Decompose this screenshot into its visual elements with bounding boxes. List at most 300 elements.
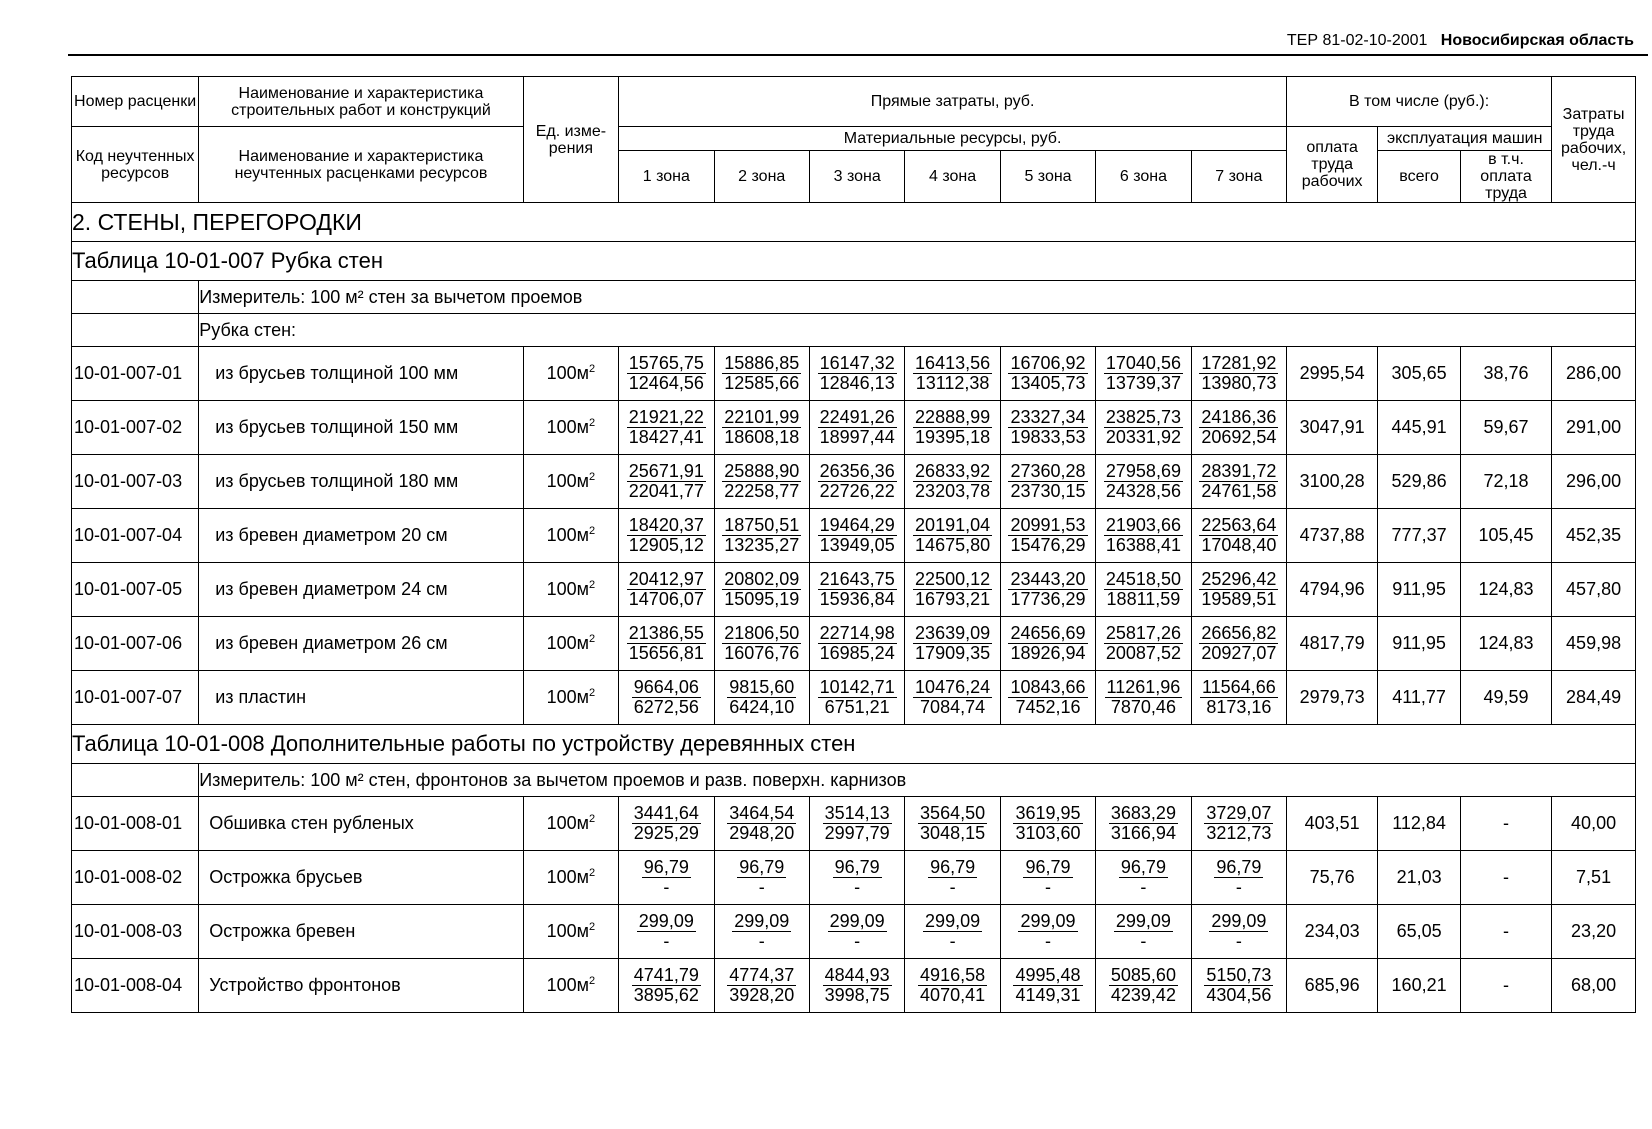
direct-cost: 23825,73: [1105, 407, 1181, 427]
unit-superscript: 2: [589, 633, 596, 645]
material-cost: 12846,13: [819, 373, 895, 393]
material-cost: 7084,74: [920, 697, 986, 717]
zone-5-cost: [1000, 509, 1095, 563]
zone-7-cost: [1191, 347, 1286, 401]
material-cost: 12905,12: [628, 535, 704, 555]
table-row: [72, 797, 1636, 851]
direct-cost: 4916,58: [920, 965, 986, 985]
direct-cost: 16413,56: [915, 353, 991, 373]
zone-4-cost: [905, 959, 1000, 1013]
unit-text: 100м: [546, 867, 590, 887]
machines-labor: 49,59: [1460, 671, 1551, 725]
machines-total: 160,21: [1378, 959, 1461, 1013]
unit-text: 100м: [546, 471, 590, 491]
direct-cost: 20191,04: [915, 515, 991, 535]
zone-2-cost: [714, 851, 809, 905]
direct-cost: 21903,66: [1105, 515, 1181, 535]
unit-superscript: 2: [589, 867, 596, 879]
material-cost: 16985,24: [819, 643, 895, 663]
machines-labor: -: [1460, 905, 1551, 959]
direct-cost: 21386,55: [628, 623, 704, 643]
material-cost: 2925,29: [633, 823, 699, 843]
material-cost: 22041,77: [628, 481, 704, 501]
zone-1-cost: [619, 905, 714, 959]
direct-cost: 16706,92: [1010, 353, 1086, 373]
header-machines-labor: в т.ч. оплата труда: [1460, 151, 1551, 203]
direct-cost: 3464,54: [729, 803, 795, 823]
material-cost: 20927,07: [1201, 643, 1277, 663]
direct-cost: 10843,66: [1010, 677, 1086, 697]
work-name: из бревен диаметром 20 см: [199, 509, 523, 563]
material-cost: 16076,76: [724, 643, 800, 663]
machines-total: 112,84: [1378, 797, 1461, 851]
direct-cost: 4774,37: [729, 965, 795, 985]
table-row: [72, 401, 1636, 455]
direct-cost: 17281,92: [1201, 353, 1277, 373]
zone-1-cost: [619, 509, 714, 563]
zone-4-cost: [905, 671, 1000, 725]
direct-cost: 20991,53: [1010, 515, 1086, 535]
table2-title: Таблица 10-01-008 Дополнительные работы по устройству деревянных стен: [72, 725, 1636, 764]
material-cost: 13112,38: [915, 373, 990, 393]
labor-pay: 3100,28: [1287, 455, 1378, 509]
zone-5-cost: [1000, 851, 1095, 905]
unit-superscript: 2: [589, 813, 596, 825]
header-unit: Ед. изме-рения: [523, 77, 618, 203]
material-cost: -: [1045, 931, 1051, 951]
header-zone-2: 2 зона: [714, 151, 809, 203]
table-row: [72, 905, 1636, 959]
zone-2-cost: [714, 905, 809, 959]
zone-1-cost: [619, 563, 714, 617]
work-name: из пластин: [199, 671, 523, 725]
unit-superscript: 2: [589, 417, 596, 429]
zone-6-cost: [1096, 851, 1191, 905]
zone-1-cost: [619, 347, 714, 401]
machines-labor: -: [1460, 851, 1551, 905]
unit-text: 100м: [546, 975, 590, 995]
direct-cost: 25296,42: [1201, 569, 1277, 589]
zone-6-cost: [1096, 617, 1191, 671]
zone-7-cost: [1191, 509, 1286, 563]
zone-5-cost: [1000, 905, 1095, 959]
zone-7-cost: [1191, 401, 1286, 455]
direct-cost: 23327,34: [1010, 407, 1086, 427]
rate-code: 10-01-007-04: [72, 509, 199, 563]
work-name: из брусьев толщиной 150 мм: [199, 401, 523, 455]
material-cost: 14706,07: [628, 589, 704, 609]
material-cost: 15095,19: [724, 589, 800, 609]
material-cost: 16388,41: [1105, 535, 1181, 555]
header-machines-total: всего: [1378, 151, 1461, 203]
material-cost: 3103,60: [1015, 823, 1081, 843]
unit-cell: [523, 617, 618, 671]
direct-cost: 299,09: [1020, 911, 1076, 931]
zone-2-cost: [714, 671, 809, 725]
direct-cost: 20802,09: [724, 569, 800, 589]
labor-hours: 284,49: [1552, 671, 1636, 725]
table-row: [72, 347, 1636, 401]
zone-3-cost: [809, 401, 904, 455]
direct-cost: 4844,93: [824, 965, 890, 985]
header-direct-costs: Прямые затраты, руб.: [619, 77, 1287, 127]
material-cost: 19589,51: [1201, 589, 1277, 609]
direct-cost: 25817,26: [1105, 623, 1181, 643]
unit-cell: [523, 797, 618, 851]
direct-cost: 24656,69: [1010, 623, 1086, 643]
zone-7-cost: [1191, 851, 1286, 905]
material-cost: -: [1235, 877, 1242, 897]
header-labor-pay: оплата труда рабочих: [1287, 127, 1378, 203]
zone-6-cost: [1096, 797, 1191, 851]
material-cost: 23730,15: [1010, 481, 1086, 501]
unit-text: 100м: [546, 525, 590, 545]
header-work-name: Наименование и характеристика строительных работ и конструкций: [199, 77, 523, 127]
zone-7-cost: [1191, 671, 1286, 725]
direct-cost: 11564,66: [1201, 677, 1276, 697]
work-name: Острожка бревен: [199, 905, 523, 959]
zone-1-cost: [619, 797, 714, 851]
table2-measure: Измеритель: 100 м² стен, фронтонов за вычетом проемов и разв. поверхн. карнизов: [199, 764, 1636, 797]
machines-total: 911,95: [1378, 563, 1461, 617]
zone-2-cost: [714, 455, 809, 509]
zone-6-cost: [1096, 455, 1191, 509]
unit-superscript: 2: [589, 579, 596, 591]
direct-cost: 26356,36: [819, 461, 895, 481]
zone-5-cost: [1000, 959, 1095, 1013]
header-material-resources: Материальные ресурсы, руб.: [619, 127, 1287, 151]
material-cost: 2997,79: [824, 823, 890, 843]
rate-code: 10-01-008-03: [72, 905, 199, 959]
zone-3-cost: [809, 797, 904, 851]
direct-cost: 27958,69: [1105, 461, 1181, 481]
direct-cost: 4995,48: [1015, 965, 1081, 985]
direct-cost: 3441,64: [633, 803, 699, 823]
material-cost: 18427,41: [628, 427, 704, 447]
direct-cost: 3729,07: [1206, 803, 1272, 823]
labor-hours: 40,00: [1552, 797, 1636, 851]
zone-3-cost: [809, 347, 904, 401]
labor-pay: 2979,73: [1287, 671, 1378, 725]
material-cost: 3048,15: [920, 823, 986, 843]
header-resource-name: Наименование и характеристика неучтенных расценками ресурсов: [199, 127, 523, 203]
direct-cost: 96,79: [930, 857, 976, 877]
direct-cost: 21806,50: [724, 623, 800, 643]
labor-hours: 68,00: [1552, 959, 1636, 1013]
direct-cost: 5150,73: [1206, 965, 1272, 985]
table1-subheading: Рубка стен:: [199, 314, 1636, 347]
zone-4-cost: [905, 347, 1000, 401]
direct-cost: 17040,56: [1105, 353, 1181, 373]
zone-6-cost: [1096, 563, 1191, 617]
material-cost: 17909,35: [915, 643, 991, 663]
zone-3-cost: [809, 905, 904, 959]
zone-7-cost: [1191, 905, 1286, 959]
table1-title: Таблица 10-01-007 Рубка стен: [72, 242, 1636, 281]
region-name: Новосибирская область: [1440, 32, 1634, 49]
zone-3-cost: [809, 455, 904, 509]
header-zone-7: 7 зона: [1191, 151, 1286, 203]
unit-superscript: 2: [589, 363, 596, 375]
direct-cost: 26656,82: [1201, 623, 1277, 643]
material-cost: 2948,20: [729, 823, 795, 843]
direct-cost: 3683,29: [1110, 803, 1176, 823]
zone-4-cost: [905, 509, 1000, 563]
material-cost: 6272,56: [633, 697, 699, 717]
work-name: из бревен диаметром 24 см: [199, 563, 523, 617]
standard-code: ТЕР 81-02-10-2001: [1286, 32, 1428, 49]
machines-total: 445,91: [1378, 401, 1461, 455]
labor-pay: 3047,91: [1287, 401, 1378, 455]
zone-3-cost: [809, 617, 904, 671]
zone-5-cost: [1000, 617, 1095, 671]
direct-cost: 22500,12: [915, 569, 991, 589]
material-cost: 22726,22: [819, 481, 895, 501]
material-cost: -: [949, 877, 956, 897]
material-cost: 18811,59: [1106, 589, 1181, 609]
table1-measure-blank: [72, 281, 199, 314]
zone-7-cost: [1191, 455, 1286, 509]
labor-pay: 4794,96: [1287, 563, 1378, 617]
zone-6-cost: [1096, 671, 1191, 725]
labor-pay: 75,76: [1287, 851, 1378, 905]
machines-labor: 38,76: [1460, 347, 1551, 401]
zone-6-cost: [1096, 905, 1191, 959]
rate-code: 10-01-007-06: [72, 617, 199, 671]
material-cost: -: [854, 931, 861, 951]
material-cost: 6751,21: [824, 697, 890, 717]
rate-code: 10-01-007-03: [72, 455, 199, 509]
material-cost: -: [1140, 877, 1147, 897]
material-cost: 13980,73: [1201, 373, 1277, 393]
machines-total: 21,03: [1378, 851, 1461, 905]
material-cost: 3895,62: [633, 985, 699, 1005]
table-row: [72, 617, 1636, 671]
unit-text: 100м: [546, 363, 590, 383]
zone-6-cost: [1096, 401, 1191, 455]
header-rate-number: Номер расценки: [72, 77, 199, 127]
direct-cost: 23639,09: [915, 623, 991, 643]
material-cost: 20692,54: [1201, 427, 1277, 447]
labor-hours: 286,00: [1552, 347, 1636, 401]
table2-measure-blank: [72, 764, 199, 797]
unit-cell: [523, 959, 618, 1013]
material-cost: 12464,56: [628, 373, 704, 393]
zone-2-cost: [714, 509, 809, 563]
unit-cell: [523, 455, 618, 509]
zone-7-cost: [1191, 563, 1286, 617]
material-cost: 18997,44: [819, 427, 895, 447]
unit-text: 100м: [546, 813, 590, 833]
machines-labor: 59,67: [1460, 401, 1551, 455]
direct-cost: 3564,50: [920, 803, 986, 823]
direct-cost: 15886,85: [724, 353, 800, 373]
zone-4-cost: [905, 401, 1000, 455]
direct-cost: 96,79: [1025, 857, 1071, 877]
table-row: [72, 959, 1636, 1013]
header-machines: эксплуатация машин: [1378, 127, 1552, 151]
material-cost: 24328,56: [1105, 481, 1181, 501]
labor-hours: 296,00: [1552, 455, 1636, 509]
material-cost: 3928,20: [729, 985, 795, 1005]
material-cost: 17048,40: [1201, 535, 1277, 555]
direct-cost: 299,09: [829, 911, 885, 931]
material-cost: -: [1140, 931, 1147, 951]
zone-7-cost: [1191, 617, 1286, 671]
direct-cost: 299,09: [638, 911, 694, 931]
zone-2-cost: [714, 959, 809, 1013]
material-cost: -: [949, 931, 956, 951]
labor-pay: 4817,79: [1287, 617, 1378, 671]
zone-6-cost: [1096, 959, 1191, 1013]
machines-total: 911,95: [1378, 617, 1461, 671]
zone-4-cost: [905, 851, 1000, 905]
material-cost: -: [758, 931, 765, 951]
material-cost: -: [758, 877, 765, 897]
zone-4-cost: [905, 797, 1000, 851]
direct-cost: 3619,95: [1015, 803, 1081, 823]
material-cost: 7452,16: [1015, 697, 1081, 717]
zone-4-cost: [905, 905, 1000, 959]
unit-text: 100м: [546, 687, 590, 707]
machines-labor: 124,83: [1460, 617, 1551, 671]
material-cost: 3166,94: [1110, 823, 1176, 843]
table-row: [72, 563, 1636, 617]
direct-cost: 26833,92: [915, 461, 991, 481]
material-cost: -: [1235, 931, 1242, 951]
material-cost: 17736,29: [1010, 589, 1086, 609]
header-zone-1: 1 зона: [619, 151, 714, 203]
direct-cost: 299,09: [1211, 911, 1267, 931]
labor-hours: 7,51: [1552, 851, 1636, 905]
header-zone-5: 5 зона: [1000, 151, 1095, 203]
zone-5-cost: [1000, 563, 1095, 617]
work-name: из брусьев толщиной 100 мм: [199, 347, 523, 401]
direct-cost: 9815,60: [729, 677, 795, 697]
direct-cost: 22563,64: [1201, 515, 1277, 535]
machines-labor: -: [1460, 959, 1551, 1013]
header-zone-6: 6 зона: [1096, 151, 1191, 203]
material-cost: 22258,77: [724, 481, 800, 501]
direct-cost: 21643,75: [819, 569, 895, 589]
material-cost: 19833,53: [1010, 427, 1086, 447]
direct-cost: 9664,06: [633, 677, 699, 697]
table-row: [72, 851, 1636, 905]
material-cost: 4304,56: [1206, 985, 1272, 1005]
direct-cost: 299,09: [925, 911, 981, 931]
direct-cost: 10142,71: [819, 677, 895, 697]
zone-2-cost: [714, 563, 809, 617]
material-cost: 16793,21: [915, 589, 991, 609]
machines-total: 411,77: [1378, 671, 1461, 725]
table1-subheading-blank: [72, 314, 199, 347]
zone-5-cost: [1000, 401, 1095, 455]
zone-2-cost: [714, 797, 809, 851]
unit-superscript: 2: [589, 921, 596, 933]
table-row: [72, 455, 1636, 509]
work-name: из бревен диаметром 26 см: [199, 617, 523, 671]
unit-cell: [523, 851, 618, 905]
rate-code: 10-01-007-01: [72, 347, 199, 401]
unit-cell: [523, 401, 618, 455]
zone-4-cost: [905, 455, 1000, 509]
material-cost: 12585,66: [724, 373, 800, 393]
section-title: 2. СТЕНЫ, ПЕРЕГОРОДКИ: [72, 203, 1636, 242]
work-name: Острожка брусьев: [199, 851, 523, 905]
machines-total: 777,37: [1378, 509, 1461, 563]
table-row: [72, 509, 1636, 563]
zone-1-cost: [619, 959, 714, 1013]
direct-cost: 5085,60: [1110, 965, 1176, 985]
direct-cost: 22101,99: [724, 407, 800, 427]
direct-cost: 10476,24: [915, 677, 991, 697]
rate-code: 10-01-007-05: [72, 563, 199, 617]
rate-code: 10-01-007-02: [72, 401, 199, 455]
rate-code: 10-01-007-07: [72, 671, 199, 725]
zone-3-cost: [809, 509, 904, 563]
material-cost: 18926,94: [1010, 643, 1086, 663]
unit-cell: [523, 509, 618, 563]
labor-pay: 2995,54: [1287, 347, 1378, 401]
zone-3-cost: [809, 563, 904, 617]
material-cost: -: [1045, 877, 1051, 897]
direct-cost: 24518,50: [1105, 569, 1181, 589]
unit-text: 100м: [546, 633, 590, 653]
material-cost: -: [663, 931, 670, 951]
rate-code: 10-01-008-04: [72, 959, 199, 1013]
zone-6-cost: [1096, 509, 1191, 563]
zone-5-cost: [1000, 455, 1095, 509]
machines-labor: -: [1460, 797, 1551, 851]
machines-labor: 72,18: [1460, 455, 1551, 509]
zone-7-cost: [1191, 959, 1286, 1013]
material-cost: 4239,42: [1110, 985, 1176, 1005]
material-cost: 3998,75: [824, 985, 890, 1005]
direct-cost: 24186,36: [1201, 407, 1277, 427]
unit-cell: [523, 347, 618, 401]
direct-cost: 16147,32: [819, 353, 895, 373]
direct-cost: 4741,79: [633, 965, 699, 985]
material-cost: 4070,41: [920, 985, 986, 1005]
zone-2-cost: [714, 401, 809, 455]
zone-1-cost: [619, 455, 714, 509]
rate-code: 10-01-008-01: [72, 797, 199, 851]
document-header-text: [1287, 32, 1634, 50]
labor-pay: 234,03: [1287, 905, 1378, 959]
material-cost: 15936,84: [819, 589, 895, 609]
unit-text: 100м: [546, 417, 590, 437]
material-cost: 6424,10: [729, 697, 795, 717]
zone-5-cost: [1000, 347, 1095, 401]
direct-cost: 25888,90: [724, 461, 800, 481]
document-header: [68, 28, 1648, 56]
work-name: Устройство фронтонов: [199, 959, 523, 1013]
zone-7-cost: [1191, 797, 1286, 851]
material-cost: 13405,73: [1010, 373, 1086, 393]
unit-superscript: 2: [589, 525, 596, 537]
direct-cost: 299,09: [734, 911, 790, 931]
header-resource-code: Код неучтенных ресурсов: [72, 127, 199, 203]
zone-1-cost: [619, 401, 714, 455]
header-zone-4: 4 зона: [905, 151, 1000, 203]
material-cost: 24761,58: [1201, 481, 1277, 501]
zone-6-cost: [1096, 347, 1191, 401]
material-cost: 15476,29: [1010, 535, 1086, 555]
work-name: из брусьев толщиной 180 мм: [199, 455, 523, 509]
direct-cost: 21921,22: [628, 407, 704, 427]
material-cost: -: [663, 877, 670, 897]
machines-labor: 105,45: [1460, 509, 1551, 563]
